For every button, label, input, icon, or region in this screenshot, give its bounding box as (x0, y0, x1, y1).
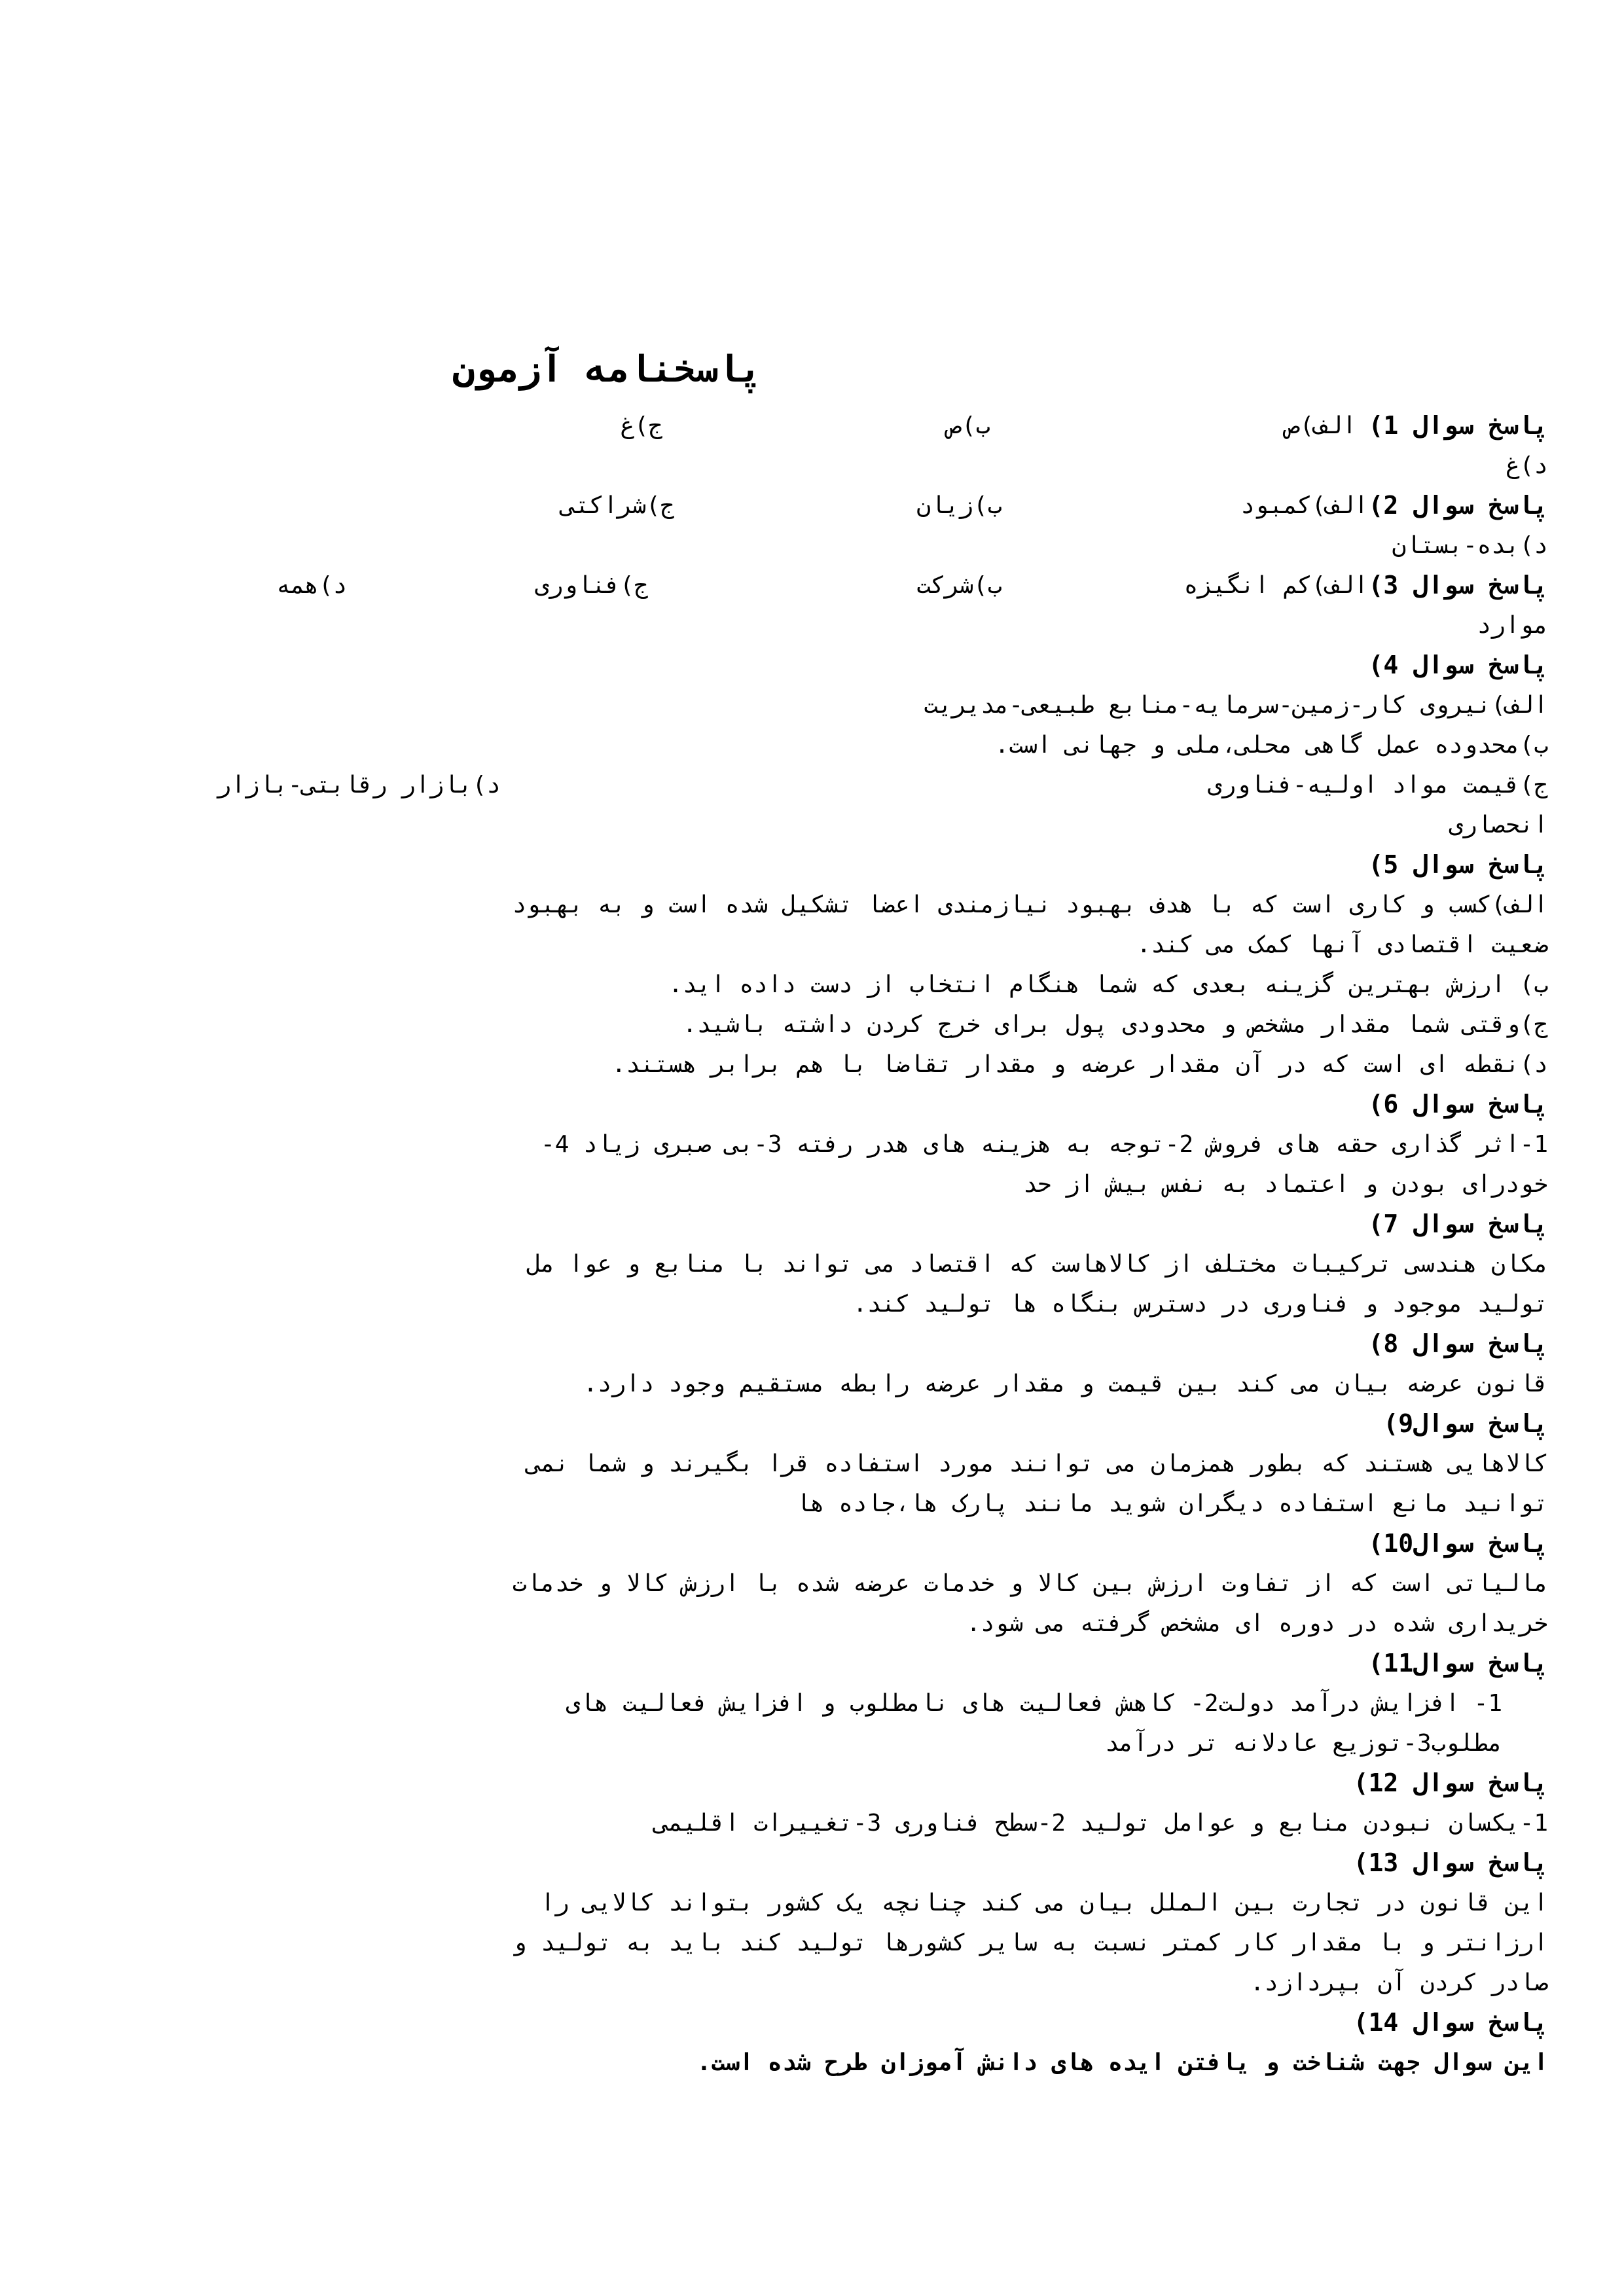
answer-heading: پاسخ سوال11) (1368, 1649, 1548, 1677)
answer-6 (72, 1085, 1548, 1204)
answer-line: الف)کسب و کاری است که با هدف بهبود نیازمندی اعضا تشکیل شده است و به بهبود (512, 891, 1548, 918)
answer-line: خریداری شده در دوره ای مشخص گرفته می شود. (966, 1610, 1548, 1637)
answer-heading: پاسخ سوال 14) (1353, 2008, 1548, 2037)
answer-line: کالاهایی هستند که بطور همزمان می توانند مورد استفاده قرا بگیرند و شما نمی (526, 1450, 1548, 1477)
answer-sheet-page (72, 340, 1548, 2083)
option-dal: د)همه (276, 572, 348, 599)
answer-line: 1- افزایش درآمد دولت2- کاهش فعالیت های نامطلوب و افزایش فعالیت های (566, 1690, 1502, 1717)
answer-heading: پاسخ سوال 2) (1368, 491, 1548, 520)
answer-line: 1-اثر گذاری حقه های فروش 2-توجه به هزینه های هدر رفته 3-بی صبری زیاد 4- (541, 1131, 1548, 1158)
answer-8 (72, 1324, 1548, 1404)
answer-line: ضعیت اقتصادی آنها کمک می کند. (1136, 931, 1548, 958)
option-jim: ج)شراکتی (561, 492, 675, 519)
answer-11 (72, 1643, 1548, 1763)
answer-heading: پاسخ سوال9) (1383, 1409, 1548, 1438)
answer-13 (72, 1843, 1548, 2003)
answer-line: مکان هندسی ترکیبات مختلف از کالاهاست که اقتصاد می تواند با منابع و عوا مل (526, 1251, 1548, 1278)
answer-line: این قانون در تجارت بین الملل بیان می کند چنانچه یک کشور بتواند کالایی را (541, 1890, 1548, 1916)
answer-10 (72, 1524, 1548, 1643)
option-dal-wrap: موارد (1477, 612, 1548, 639)
answer-line: ج)وقتی شما مقدار مشخص و محدودی پول برای خرج کردن داشته باشید. (682, 1011, 1548, 1038)
option-dal: د)بده-بستان (1392, 532, 1548, 559)
option-be: ب)شرکت (916, 572, 1002, 599)
answer-line: قانون عرضه بیان می کند بین قیمت و مقدار عرضه رابطه مستقیم وجود دارد. (583, 1371, 1548, 1397)
option-jim: ج)غ (620, 412, 663, 439)
answer-heading: پاسخ سوال 7) (1368, 1210, 1548, 1238)
option-alef: الف)کمبود (1240, 492, 1369, 519)
option-be: ب)ص (947, 412, 990, 439)
answer-heading: پاسخ سوال 5) (1368, 850, 1548, 879)
answer-line: توانید مانع استفاده دیگران شوید مانند پارک ها،جاده ها (796, 1490, 1548, 1517)
answer-12 (72, 1763, 1548, 1843)
answer-line: د)بازار رقابتی-بازار (217, 772, 501, 798)
answer-line: تولید موجود و فناوری در دسترس بنگاه ها تولید کند. (852, 1291, 1548, 1318)
answer-line: ج)قیمت مواد اولیه-فناوری (1207, 772, 1548, 798)
answer-line: ب)محدوده عمل گاهی محلی،ملی و جهانی است. (994, 732, 1548, 759)
answer-heading: پاسخ سوال10) (1368, 1529, 1548, 1558)
option-jim: ج)فناوری (535, 572, 649, 599)
answer-heading: پاسخ سوال 4) (1368, 651, 1548, 679)
answer-9 (72, 1404, 1548, 1524)
answer-heading: پاسخ سوال 3) (1368, 571, 1548, 600)
answer-line: ب) ارزش بهترین گزینه بعدی که شما هنگام انتخاب از دست داده اید. (668, 971, 1548, 998)
page-title: پاسخنامه آزمون (452, 348, 762, 391)
answer-line: مطلوب3-توزیع عادلانه تر درآمد (1105, 1730, 1502, 1757)
answer-4 (72, 645, 1548, 845)
answer-7 (72, 1204, 1548, 1324)
answer-2 (72, 486, 1548, 565)
answer-line: انحصاری (1449, 812, 1548, 838)
answer-5 (72, 845, 1548, 1085)
answer-line: الف)نیروی کار-زمین-سرمایه-منابع طبیعی-مدیریت (924, 692, 1548, 719)
option-dal: د)غ (1505, 452, 1548, 479)
answer-line: ارزانتر و با مقدار کار کمتر نسبت به سایر کشورها تولید کند باید به تولید و (512, 1929, 1548, 1956)
option-alef: الف)ص (1286, 412, 1357, 439)
answer-line: د)نقطه ای است که در آن مقدار عرضه و مقدار تقاضا با هم برابر هستند. (611, 1051, 1548, 1078)
answer-heading: پاسخ سوال 6) (1368, 1090, 1548, 1119)
answer-3 (72, 565, 1548, 645)
answer-heading: پاسخ سوال 1) (1368, 411, 1548, 440)
answer-line: صادر کردن آن بپردازد. (1250, 1969, 1548, 1996)
option-alef: الف)کم انگیزه (1183, 572, 1369, 599)
answer-heading: پاسخ سوال 13) (1353, 1848, 1548, 1877)
answer-line: خودرای بودن و اعتماد به نفس بیش از حد (1023, 1171, 1548, 1198)
answer-line: این سوال جهت شناخت و یافتن ایده های دانش آموزان طرح شده است. (696, 2049, 1548, 2076)
answer-heading: پاسخ سوال 8) (1368, 1329, 1548, 1358)
answer-14 (72, 2003, 1548, 2083)
answer-heading: پاسخ سوال 12) (1353, 1768, 1548, 1797)
answer-line: 1-یکسان نبودن منابع و عوامل تولید 2-سطح فناوری 3-تغییرات اقلیمی (654, 1810, 1548, 1837)
option-be: ب)زیان (916, 492, 1002, 519)
answer-1 (72, 406, 1548, 486)
answer-line: مالیاتی است که از تفاوت ارزش بین کالا و خدمات عرضه شده با ارزش کالا و خدمات (512, 1570, 1548, 1597)
